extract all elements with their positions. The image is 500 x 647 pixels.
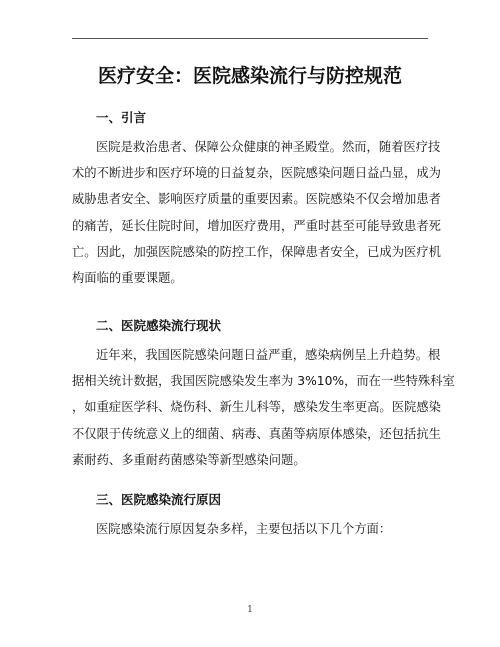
paragraph-line: 医院是救治患者、保障公众健康的神圣殿堂。然而，随着医疗技 (96, 140, 441, 154)
paragraph-line: 素耐药、多重耐药菌感染等新型感染问题。 (72, 452, 306, 467)
section-paragraph-prevalence (72, 342, 455, 473)
section-paragraph-introduction (72, 134, 441, 291)
paragraph-line: 构面临的重要课题。 (72, 270, 183, 285)
section-heading-introduction: 一、引言 (96, 110, 147, 125)
section-paragraph-causes (72, 516, 428, 542)
section-heading-prevalence: 二、医院感染流行现状 (96, 318, 222, 333)
paragraph-line: 据相关统计数据，我国医院感染发生率为 3%10%，而在一些特殊科室 (72, 374, 455, 389)
paragraph-line: 不仅限于传统意义上的细菌、病毒、真菌等病原体感染，还包括抗生 (72, 426, 441, 441)
paragraph-line: 术的不断进步和医疗环境的日益复杂，医院感染问题日益凸显，成为 (72, 166, 441, 181)
section-heading-causes: 三、医院感染流行原因 (96, 492, 222, 507)
paragraph-line: 的痛苦，延长住院时间，增加医疗费用，严重时甚至可能导致患者死 (72, 218, 441, 233)
paragraph-line: 医院感染流行原因复杂多样，主要包括以下几个方面： (96, 522, 392, 536)
header-rule (72, 38, 428, 39)
document-title: 医疗安全：医院感染流行与防控规范 (97, 65, 402, 87)
paragraph-line: 亡。因此，加强医院感染的防控工作，保障患者安全，已成为医疗机 (72, 244, 441, 259)
page-number: 1 (247, 605, 253, 615)
paragraph-line: 近年来，我国医院感染问题日益严重，感染病例呈上升趋势。根 (96, 348, 441, 362)
paragraph-line: ，如重症医学科、烧伤科、新生儿科等，感染发生率更高。医院感染 (72, 400, 441, 415)
paragraph-line: 威胁患者安全、影响医疗质量的重要因素。医院感染不仅会增加患者 (72, 192, 441, 207)
